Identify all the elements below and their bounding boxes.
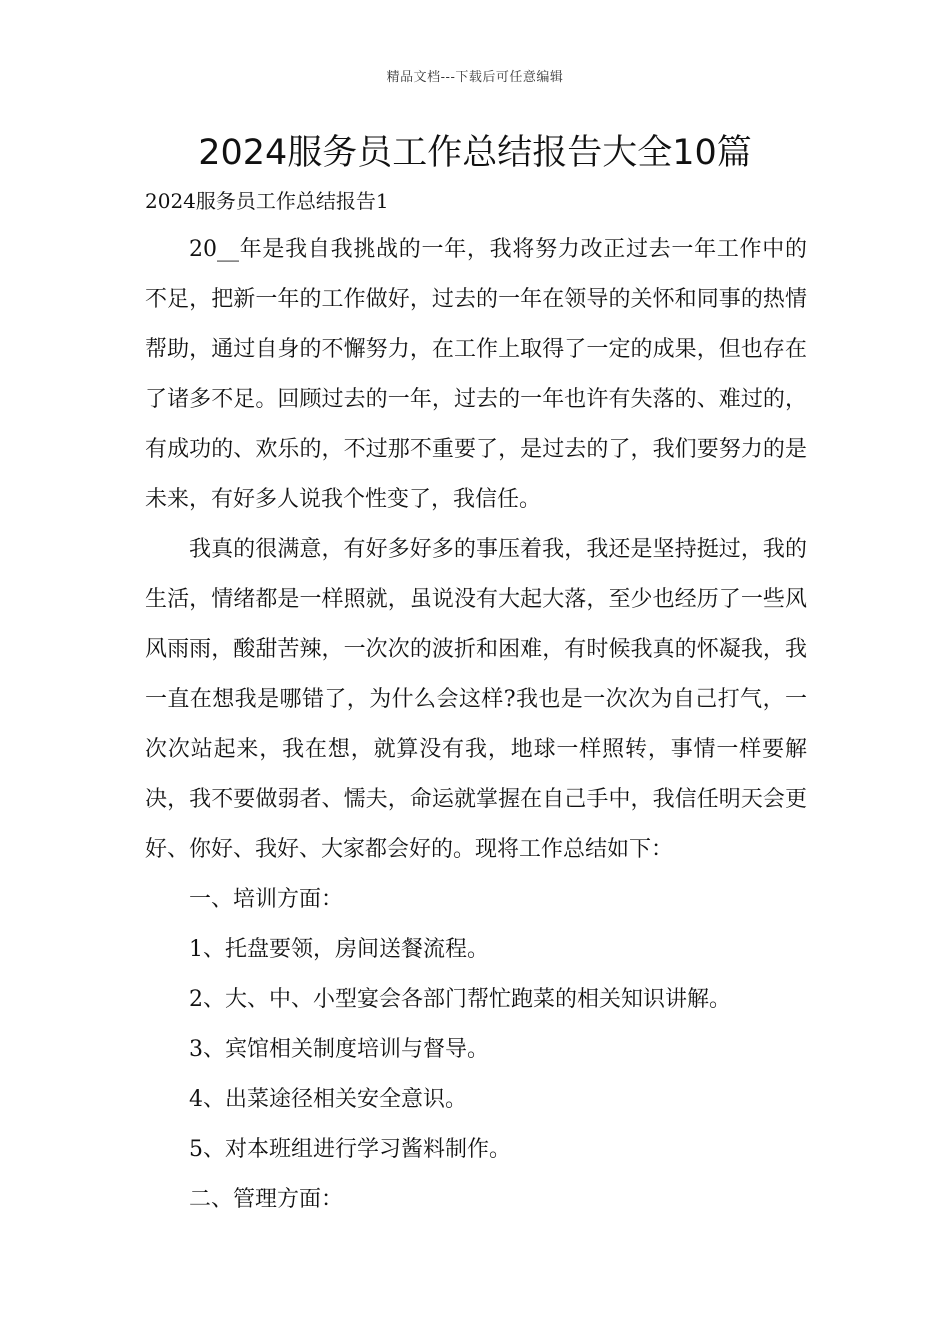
paragraph: 20__年是我自我挑战的一年，我将努力改正过去一年工作中的不足，把新一年的工作做好，过去的一年在领导的关怀和同事的热情帮助，通过自身的不懈努力，在工作上取得了一定的成果，但也存在了诸多不足。回顾过去的一年，过去的一年也许有失落的、难过的，有成功的、欢乐的，不过那不重要了，是过去的了，我们要努力的是未来，有好多人说我个性变了，我信任。 <box>145 237 807 512</box>
paragraph: 我真的很满意，有好多好多的事压着我，我还是坚持挺过，我的生活，情绪都是一样照就，虽说没有大起大落，至少也经历了一些风风雨雨，酸甜苦辣，一次次的波折和困难，有时候我真的怀凝我，我一直在想我是哪错了，为什么会这样?我也是一次次为自己打气，一次次站起来，我在想，就算没有我，地球一样照转，事情一样要解决，我不要做弱者、懦夫，命运就掌握在自己手中，我信任明天会更好、你好、我好、大家都会好的。现将工作总结如下： <box>145 537 807 862</box>
list-item: 2、大、中、小型宴会各部门帮忙跑菜的相关知识讲解。 <box>189 987 731 1012</box>
list-item: 一、培训方面： <box>189 887 344 912</box>
section-heading: 2024服务员工作总结报告1 <box>145 189 389 213</box>
body-text <box>145 225 807 1225</box>
document-title: 2024服务员工作总结报告大全10篇 <box>198 133 752 173</box>
header-note: 精品文档---下载后可任意编辑 <box>386 70 564 85</box>
list-item: 二、管理方面： <box>189 1187 344 1212</box>
list-item: 5、对本班组进行学习酱料制作。 <box>189 1137 511 1162</box>
list-item: 3、宾馆相关制度培训与督导。 <box>189 1037 489 1062</box>
list-item: 1、托盘要领，房间送餐流程。 <box>189 937 489 962</box>
list-item: 4、出菜途径相关安全意识。 <box>189 1087 467 1112</box>
